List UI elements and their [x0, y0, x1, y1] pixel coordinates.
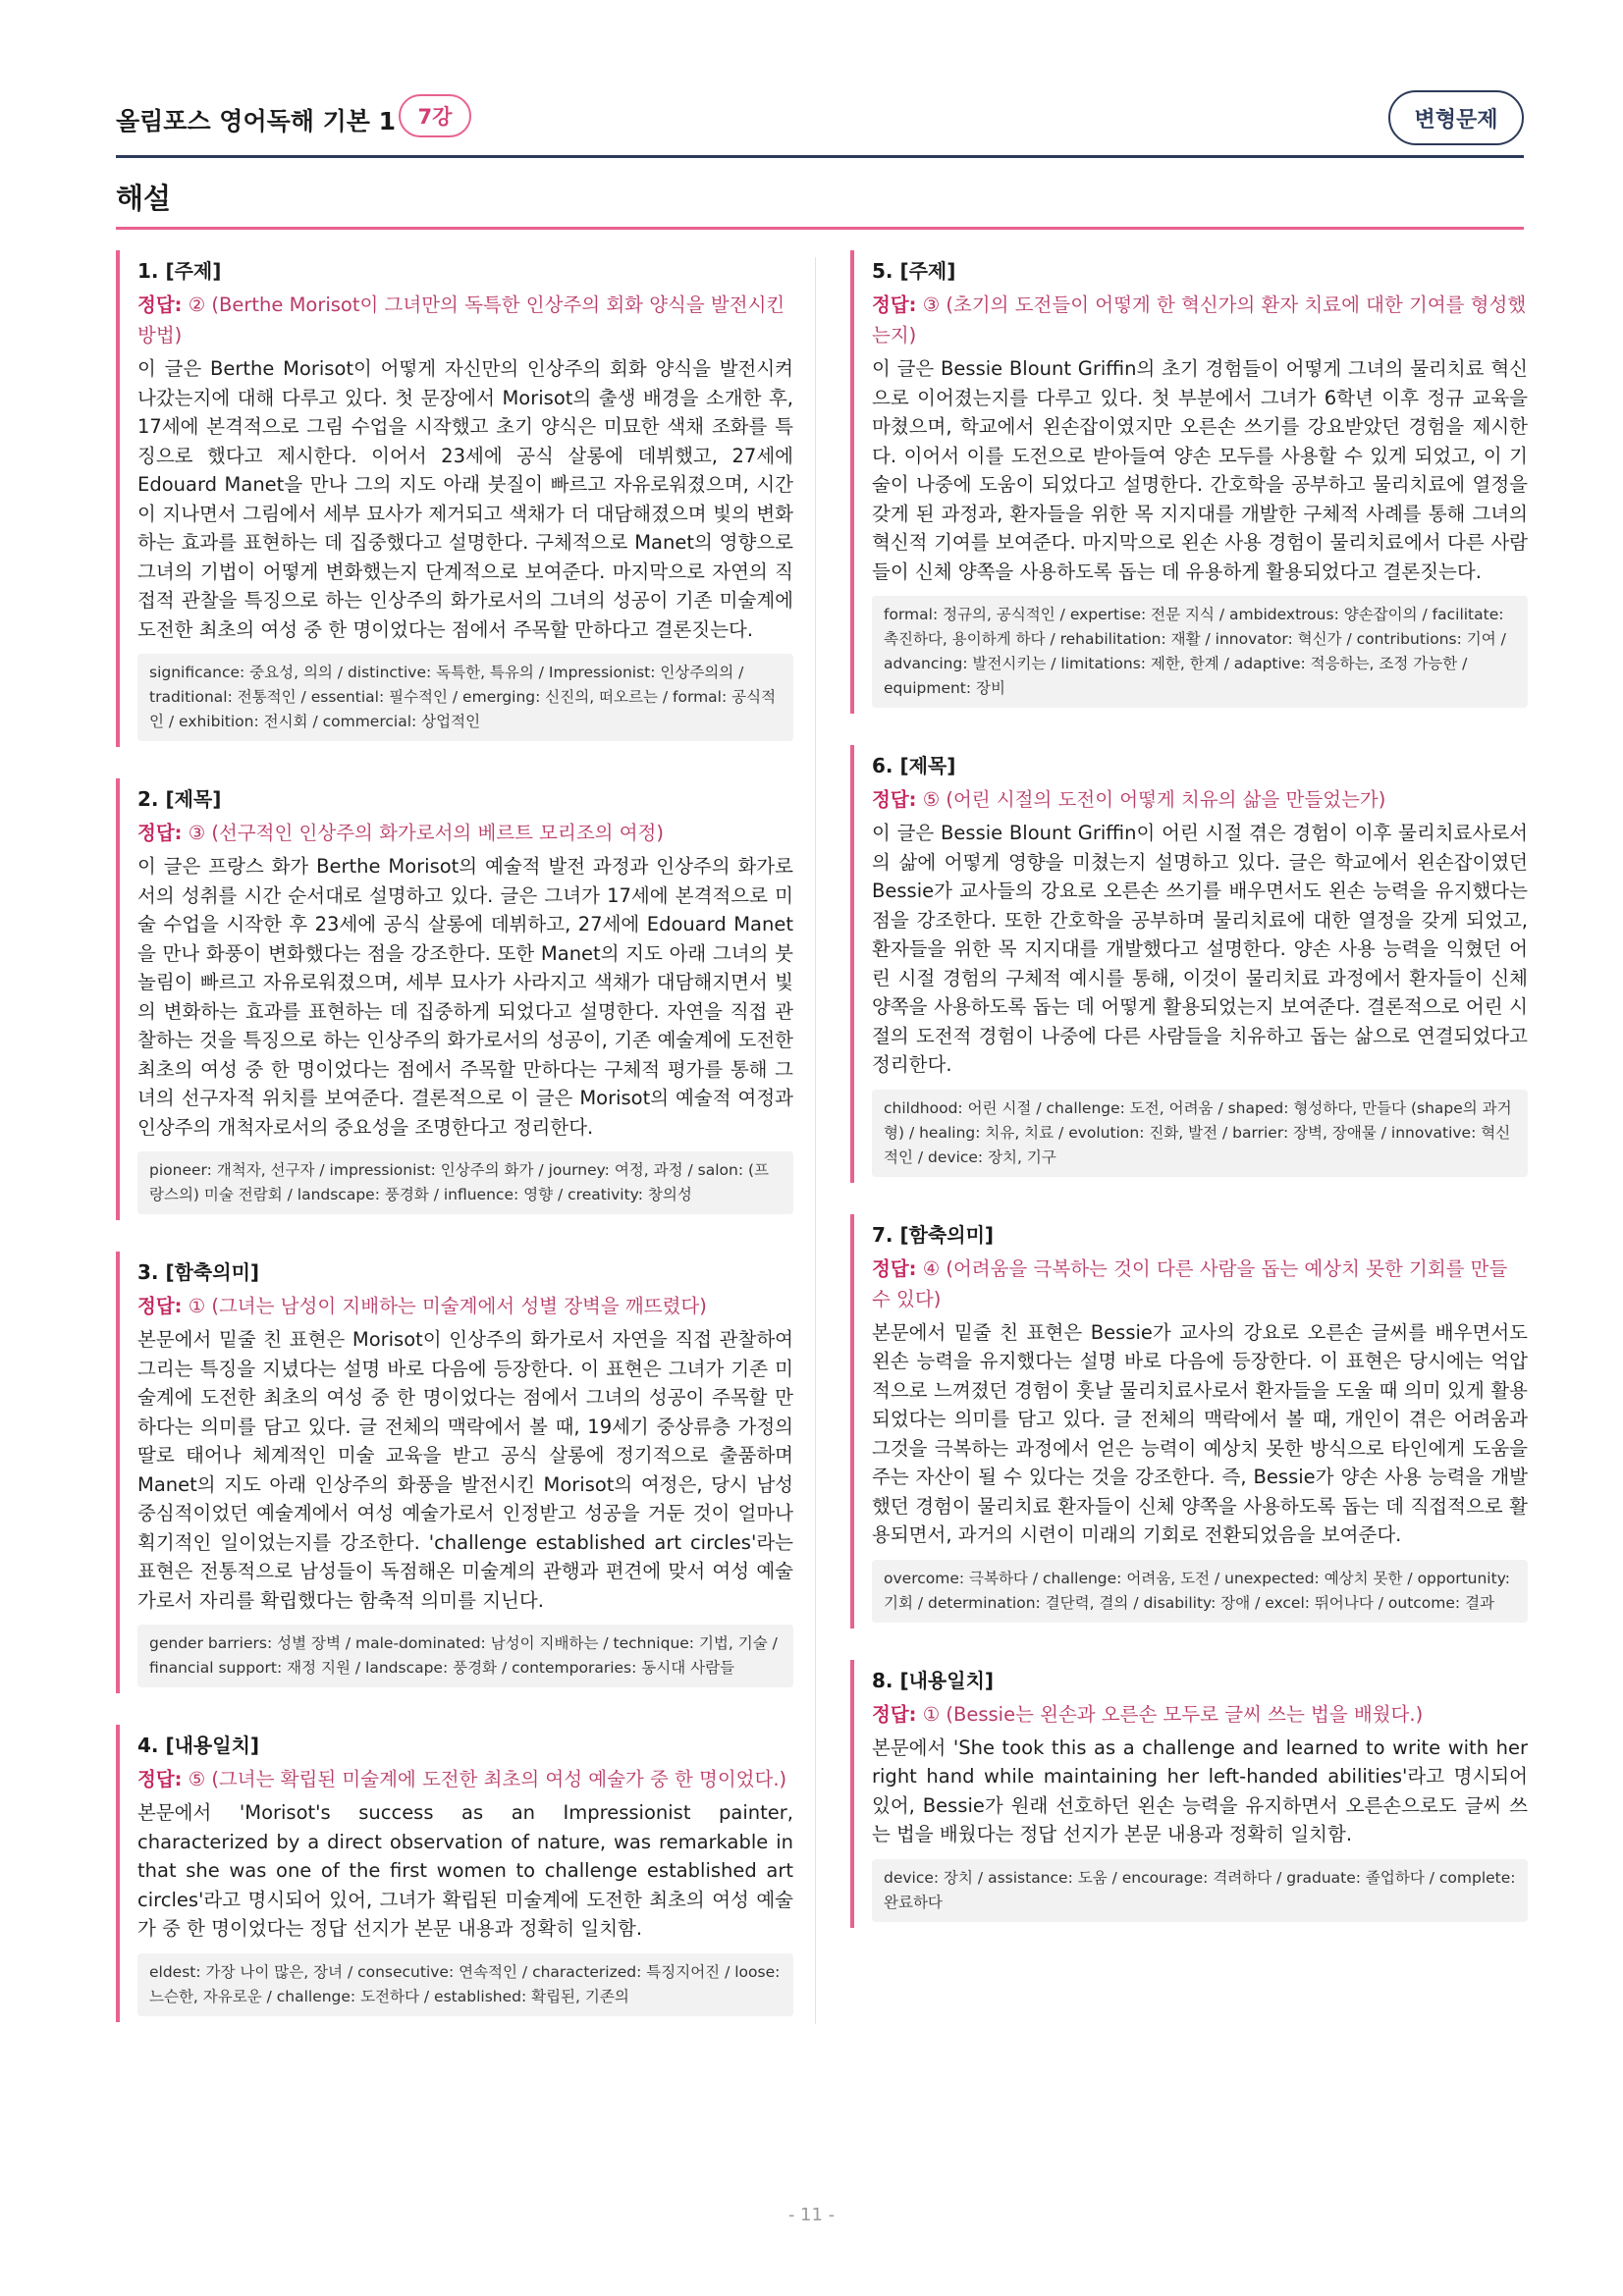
answer-line [137, 1764, 793, 1794]
answer-line [872, 784, 1528, 815]
question-block-1 [116, 250, 793, 747]
answer-text: ③ (선구적인 인상주의 화가로서의 베르트 모리조의 여정) [188, 822, 664, 844]
answer-label: 정답: [872, 294, 917, 316]
vocabulary-box: significance: 중요성, 의의 / distinctive: 독특한, 특유의 / Impressionist: 인상주의의 / traditional: 전통적인 / essential: 필수적인 / emerging: 신진의, 떠오르는 / formal: 공식적인 / exhibition: 전시회 / commercial: 상업적인 [137, 654, 793, 741]
answer-text: ④ (어려움을 극복하는 것이 다른 사람을 돕는 예상치 못한 기회를 만들 수 있다) [872, 1256, 1508, 1310]
question-block-6 [850, 745, 1528, 1183]
question-title: 7. [함축의미] [872, 1222, 995, 1247]
vocabulary-box: device: 장치 / assistance: 도움 / encourage: 격려하다 / graduate: 졸업하다 / complete: 완료하다 [872, 1859, 1528, 1922]
lesson-badge: 7강 [399, 94, 471, 137]
explanation-text: 본문에서 'Morisot's success as an Impressionist painter, characterized by a direct observation of nature, was remarkable in that she was one of the first women to challenge established art circles'라고 명시되어 있어, 그녀가 확립된 미술계에 도전한 최초의 여성 예술가 중 한 명이었다는 정답 선지가 본문 내용과 정확히 일치함. [137, 1801, 793, 1940]
answer-text: ① (Bessie는 왼손과 오른손 모두로 글씨 쓰는 법을 배웠다.) [922, 1702, 1424, 1726]
answer-label: 정답: [137, 1295, 183, 1317]
explanation-text: 본문에서 밑줄 친 표현은 Morisot이 인상주의 화가로서 자연을 직접 관찰하여 그리는 특징을 지녔다는 설명 바로 다음에 등장한다. 이 표현은 그녀가 기존 미술계에 도전한 최초의 여성 중 한 명이었다는 점에서 그녀의 성공이 주목할 만하다는 의미를 담고 있다. 글 전체의 맥락에서 볼 때, 19세기 중상류층 가정의 딸로 태어나 체계적인 미술 교육을 받고 공식 살롱에 정기적으로 출품하며 Manet의 지도 아래 인상주의 화풍을 발전시킨 Morisot의 여정은, 당시 남성 중심적이었던 예술계에서 여성 예술가로서 인정받고 성공을 거둔 것이 얼마나 획기적인 일이었는지를 강조한다. 'challenge established art circles'라는 표현은 전통적으로 남성들이 독점해온 미술계의 관행과 편견에 맞서 여성 예술가로서 자리를 확립했다는 함축적 의미를 지닌다. [137, 1328, 793, 1612]
answer-label: 정답: [872, 1256, 917, 1280]
explanation-text: 이 글은 Bessie Blount Griffin의 초기 경험들이 어떻게 그녀의 물리치료 혁신으로 이어졌는지를 다루고 있다. 첫 부분에서 그녀가 6학년 이후 정규 교육을 마쳤으며, 학교에서 왼손잡이였지만 오른손 쓰기를 강요받았던 경험을 제시한다. 이어서 이를 도전으로 받아들여 양손 모두를 사용할 수 있게 되었고, 이 기술이 나중에 도움이 되었다고 설명한다. 간호학을 공부하고 물리치료에 열정을 갖게 된 과정과, 환자들을 위한 목 지지대를 개발한 구체적 사례를 통해 그녀의 혁신적 기여를 보여준다. 마지막으로 왼손 사용 경험이 물리치료에서 다른 사람들이 신체 양쪽을 사용하도록 돕는 데 유용하게 활용되었다고 결론짓는다. [872, 357, 1528, 583]
explanation-text: 이 글은 Berthe Morisot이 어떻게 자신만의 인상주의 회화 양식을 발전시켜 나갔는지에 대해 다루고 있다. 첫 문장에서 Morisot의 출생 배경을 소개한 후, 17세에 본격적으로 그림 수업을 시작했고 초기 양식은 미묘한 색채 조화를 특징으로 했다고 제시한다. 이어서 23세에 공식 살롱에 데뷔했고, 27세에 Edouard Manet을 만나 그의 지도 아래 붓질이 빠르고 자유로워졌으며, 시간이 지나면서 그림에서 세부 묘사가 제거되고 색채가 더 대담해졌으며 빛의 변화하는 효과를 표현하는 데 집중했다고 설명한다. 구체적으로 Manet의 영향으로 그녀의 기법이 어떻게 변화했는지 단계적으로 보여준다. 마지막으로 자연의 직접적 관찰을 특징으로 하는 인상주의 화가로서의 그녀의 성공이 기존 미술계에 도전한 최초의 여성 중 한 명이었다는 점에서 주목할 만하다고 결론짓는다. [137, 357, 793, 641]
answer-text: ① (그녀는 남성이 지배하는 미술계에서 성별 장벽을 깨뜨렸다) [188, 1295, 707, 1317]
question-block-4 [116, 1725, 793, 2022]
explanation-text: 이 글은 Bessie Blount Griffin이 어린 시절 겪은 경험이 이후 물리치료사로서의 삶에 어떻게 영향을 미쳤는지 설명하고 있다. 글은 학교에서 왼손잡이였던 Bessie가 교사들의 강요로 오른손 쓰기를 배우면서도 왼손 능력을 유지했다는 점을 강조한다. 또한 간호학을 공부하며 물리치료에 대한 열정을 갖게 되었고, 환자들을 위한 목 지지대를 개발했다고 설명한다. 양손 사용 능력을 익혔던 어린 시절 경험의 구체적 예시를 통해, 이것이 물리치료 과정에서 환자들이 신체 양쪽을 사용하도록 돕는 데 어떻게 활용되었는지 보여준다. 결론적으로 어린 시절의 도전적 경험이 나중에 다른 사람들을 치유하고 돕는 삶으로 연결되었다고 정리한다. [872, 822, 1528, 1076]
question-title: 3. [함축의미] [137, 1260, 260, 1284]
problem-type-badge: 변형문제 [1388, 90, 1524, 145]
answer-line [872, 1699, 1528, 1730]
vocabulary-box: pioneer: 개척자, 선구자 / impressionist: 인상주의 화가 / journey: 여정, 과정 / salon: (프랑스의) 미술 전람회 / landscape: 풍경화 / influence: 영향 / creativity: 창의성 [137, 1151, 793, 1214]
header-divider [116, 155, 1524, 158]
question-title: 6. [제목] [872, 754, 956, 777]
answer-line [872, 1254, 1528, 1314]
answer-text: ⑤ (어린 시절의 도전이 어떻게 치유의 삶을 만들었는가) [922, 788, 1386, 811]
vocabulary-box: gender barriers: 성별 장벽 / male-dominated: 남성이 지배하는 / technique: 기법, 기술 / financial support: 재정 지원 / landscape: 풍경화 / contemporaries: 동시대 사람들 [137, 1625, 793, 1687]
section-divider [116, 227, 1524, 230]
answer-text: ③ (초기의 도전들이 어떻게 한 혁신가의 환자 치료에 대한 기여를 형성했는지) [872, 294, 1527, 347]
vocabulary-box: formal: 정규의, 공식적인 / expertise: 전문 지식 / ambidextrous: 양손잡이의 / facilitate: 촉진하다, 용이하게 하다 / rehabilitation: 재활 / innovator: 혁신가 / contributions: 기여 / advancing: 발전시키는 / limitations: 제한, 한계 / adaptive: 적응하는, 조정 가능한 / equipment: 장비 [872, 596, 1528, 708]
page-number: - 11 - [787, 2205, 836, 2225]
answer-label: 정답: [872, 1702, 917, 1726]
answer-label: 정답: [137, 822, 183, 844]
answer-label: 정답: [137, 294, 183, 316]
answer-text: ② (Berthe Morisot이 그녀만의 독특한 인상주의 회화 양식을 발전시킨 방법) [137, 294, 785, 347]
explanation-text: 본문에서 'She took this as a challenge and learned to write with her right hand while maintaining her left-handed abilities'라고 명시되어 있어, Bessie가 원래 선호하던 왼손 능력을 유지하면서 오른손으로도 글씨 쓰는 법을 배웠다는 정답 선지가 본문 내용과 정확히 일치함. [872, 1735, 1528, 1845]
answer-label: 정답: [872, 788, 917, 811]
question-block-5 [850, 250, 1528, 714]
book-title: 올림포스 영어독해 기본 1 [116, 107, 397, 135]
vocabulary-box: eldest: 가장 나이 많은, 장녀 / consecutive: 연속적인 / characterized: 특징지어진 / loose: 느슨한, 자유로운 / challenge: 도전하다 / established: 확립된, 기존의 [137, 1953, 793, 2016]
question-title: 4. [내용일치] [137, 1734, 260, 1757]
answer-line [137, 290, 793, 350]
right-column [850, 250, 1528, 1959]
answer-line [137, 818, 793, 848]
answer-line [872, 290, 1528, 350]
explanation-text: 이 글은 프랑스 화가 Berthe Morisot의 예술적 발전 과정과 인상주의 화가로서의 성취를 시간 순서대로 설명하고 있다. 글은 그녀가 17세에 본격적으로 미술 수업을 시작한 후 23세에 공식 살롱에 데뷔하고, 27세에 Edouard Manet을 만나 화풍이 변화했다는 점을 강조한다. 또한 Manet의 지도 아래 그녀의 붓놀림이 빠르고 자유로워졌으며, 세부 묘사가 사라지고 색채가 대담해지면서 빛의 변화하는 효과를 표현하는 데 집중하게 되었다고 설명한다. 자연을 직접 관찰하는 것을 특징으로 하는 인상주의 화가로서의 성공이, 기존 예술계에 도전한 최초의 여성 중 한 명이었다는 점에서 주목할 만하다는 구체적 평가를 통해 그녀의 선구자적 위치를 보여준다. 결론적으로 이 글은 Morisot의 예술적 여정과 인상주의 개척자로서의 중요성을 조명한다고 정리한다. [137, 855, 793, 1139]
answer-label: 정답: [137, 1768, 183, 1790]
explanation-text: 본문에서 밑줄 친 표현은 Bessie가 교사의 강요로 오른손 글씨를 배우면서도 왼손 능력을 유지했다는 설명 바로 다음에 등장한다. 이 표현은 당시에는 억압적으로 느껴졌던 경험이 훗날 물리치료사로서 환자들을 도울 때 의미 있게 활용되었다는 의미를 담고 있다. 글 전체의 맥락에서 볼 때, 개인이 겪은 어려움과 그것을 극복하는 과정에서 얻은 능력이 예상치 못한 방식으로 타인에게 도움을 주는 자산이 될 수 있다는 것을 강조한다. 즉, Bessie가 양손 사용 능력을 개발했던 경험이 물리치료 환자들이 신체 양쪽을 사용하도록 돕는 데 직접적으로 활용되면서, 과거의 시련이 미래의 기회로 전환되었음을 보여준다. [872, 1320, 1528, 1546]
question-block-2 [116, 778, 793, 1220]
vocabulary-box: overcome: 극복하다 / challenge: 어려움, 도전 / unexpected: 예상치 못한 / opportunity: 기회 / determination: 결단력, 결의 / disability: 장애 / excel: 뛰어나다 / outcome: 결과 [872, 1560, 1528, 1623]
answer-line [137, 1291, 793, 1321]
question-title: 8. [내용일치] [872, 1668, 995, 1692]
answer-text: ⑤ (그녀는 확립된 미술계에 도전한 최초의 여성 예술가 중 한 명이었다.) [188, 1768, 787, 1790]
section-title: 해설 [116, 182, 172, 215]
question-block-3 [116, 1252, 793, 1693]
vocabulary-box: childhood: 어린 시절 / challenge: 도전, 어려움 / shaped: 형성하다, 만들다 (shape의 과거형) / healing: 치유, 치료 / evolution: 진화, 발전 / barrier: 장벽, 장애물 / innovative: 혁신적인 / device: 장치, 기구 [872, 1090, 1528, 1177]
column-divider [815, 257, 816, 2024]
question-title: 5. [주제] [872, 259, 956, 283]
question-block-7 [850, 1214, 1528, 1629]
page-header [116, 90, 1524, 159]
question-title: 2. [제목] [137, 787, 222, 811]
left-column [116, 250, 793, 2054]
question-block-8 [850, 1660, 1528, 1928]
question-title: 1. [주제] [137, 259, 222, 283]
